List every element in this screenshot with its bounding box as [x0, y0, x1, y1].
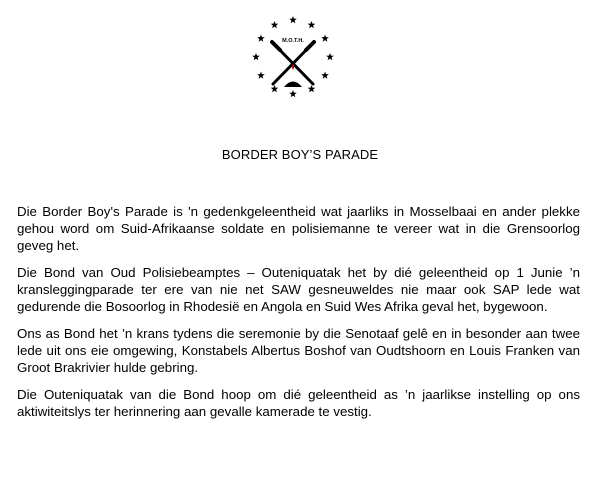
article-body	[17, 203, 580, 430]
logo-emblem-text: M.O.T.H.	[282, 38, 304, 44]
paragraph-2: Die Bond van Oud Polisiebeamptes – Outeniquatak het by dié geleentheid op 1 Junie ’n kransleggingparade ter ere van nie net SAW gesneuweldes nie maar ook SAP lede wat gedurende die Bosoorlog in Rhodesië en Angola en Suid Wes Afrika geval het, bygewoon.	[17, 265, 580, 314]
page-title: BORDER BOY’S PARADE	[221, 147, 379, 162]
moth-logo	[247, 2, 339, 112]
paragraph-3: Ons as Bond het ’n krans tydens die seremonie by die Senotaaf gelê en in besonder aan twee lede uit ons eie omgewing, Konstabels Albertus Boshof van Oudtshoorn en Louis Franken van Groot Brakrivier hulde gebring.	[17, 326, 580, 375]
paragraph-4: Die Outeniquatak van die Bond hoop om dié geleentheid as ’n jaarlikse instelling op ons aktiwiteitslys ter herinnering aan gevalle kamerade te vestig.	[17, 387, 580, 419]
moth-emblem-icon	[247, 2, 339, 112]
paragraph-1: Die Border Boy's Parade is 'n gedenkgeleentheid wat jaarliks in Mosselbaai en ander plekke gehou word om Suid-Afrikaanse soldate en polisiemanne te vereer wat in die Grensoorlog geveg het.	[17, 204, 580, 253]
